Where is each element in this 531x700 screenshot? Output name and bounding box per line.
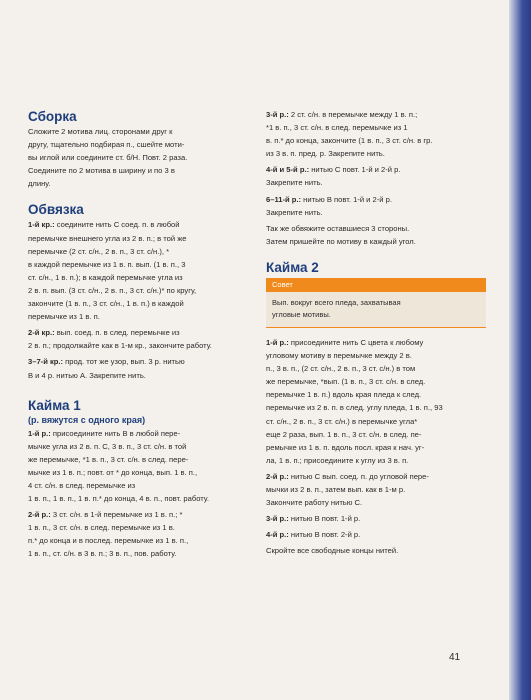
text-line: соедините нить С соед. п. в любой [54,220,180,230]
text-line: Затем пришейте по мотиву в каждый угол. [266,236,416,246]
text-line: нитью С вып. соед. п. до угловой пере- [288,471,429,481]
page-number: 41 [449,652,461,663]
assembly-heading: Сборка [28,109,77,124]
closing-line: Скройте все свободные концы нитей. [266,546,399,556]
border2-row-4 [266,528,486,541]
row-label: 2-й р.: [266,471,289,481]
text-line: ремычке из 1 в. п. вдоль посл. края к нач. уг- [266,442,425,452]
text-line: в. п.* до конца, закончите (1 в. п., 3 ст. с/н. в гр. [266,136,433,146]
text-line: же перемычке, *вып. (1 в. п., 3 ст. с/н. в след. [266,377,426,387]
row-label: 4-й р.: [266,530,289,540]
tip-line: угловые мотивы. [272,310,331,320]
text-line: перемычке внешнего угла из 2 в. п.; в той же [28,233,187,243]
border2-row-1 [266,336,486,467]
text-line: 1 в. п., 1 в. п., 1 в. п.* до конца, 4 в. п., повт. работу. [28,494,209,504]
row-label: 2-й кр.: [28,328,55,338]
edging-row-2 [28,326,248,352]
text-line: вып. соед. п. в след. перемычке из [54,328,180,338]
row-label: 3-й р.: [266,110,289,119]
text-line: длину. [28,179,51,189]
text-line: 1 в. п., 3 ст. с/н. в след. перемычке из 1 в. [28,523,175,533]
border1-heading: Кайма 1 [28,397,81,413]
text-line: Закрепите нить. [266,207,323,217]
row-label: 1-й кр.: [28,220,55,230]
text-line: прод. тот же узор, вып. 3 р. нитью [63,357,185,367]
border1-tail [266,222,486,248]
text-line: присоедините нить В в любой пере- [50,428,181,438]
text-line: закончите (1 в. п., 3 ст. с/н., 1 в. п.) в каждой [28,299,184,309]
tip-box [266,292,486,328]
edging-row-3-7 [28,355,248,381]
edging-heading: Обвязка [28,202,84,218]
text-line: нитью С повт. 1-й и 2-й р. [309,165,401,175]
text-line: нитью В повт. 2-й р. [288,530,361,540]
text-line: 2 в. п.; продолжайте как в 1-м кр., закончите работу. [28,341,212,351]
page-edge-decoration [509,0,531,700]
border1-row-6-11 [266,193,486,219]
text-line: мычке угла из 2 в. п. С, 3 в. п., 3 ст. с/н. в той [28,441,187,451]
text-line: еще 2 раза, вып. 1 в. п., 3 ст. с/н. в след. пе- [266,429,422,439]
border2-heading: Кайма 2 [266,259,319,275]
border2-row-2 [266,470,486,509]
text-line: Закончите работу нитью С. [266,498,363,508]
text-line: другу, тщательно подбирая п., сшейте моти- [28,140,185,150]
text-line: мычки из 2 в. п., затем вып. как в 1-м р. [266,484,406,494]
right-column [266,108,486,557]
row-label: 6–11-й р.: [266,194,302,204]
border1-row-4-5 [266,163,486,189]
border1-row-3 [266,108,486,160]
text-line: 2 ст. с/н. в перемычке между 1 в. п.; [288,110,418,119]
text-line: перемычке из 1 в. п. [28,312,100,322]
text-line: нитью В повт. 1-й и 2-й р. [301,194,392,204]
text-line: присоедините нить С цвета к любому [288,337,424,347]
text-line: перемычке (2 ст. с/н., 2 в. п., 3 ст. с/н.), * [28,246,170,256]
text-line: из 3 в. п. пред. р. Закрепите нить. [266,149,385,159]
border1-subheading: (р. вяжутся с одного края) [28,414,146,425]
row-label: 1-й р.: [266,337,289,347]
edging-row-1 [28,218,248,323]
text-line: Так же обвяжите оставшиеся 3 стороны. [266,223,410,233]
text-line: Закрепите нить. [266,178,323,188]
text-line: 3 ст. с/н. в 1-й перемычке из 1 в. п.; * [50,510,183,520]
text-line: ла, 1 в. п.; присоедините к углу из 3 в. п. [266,455,409,465]
text-line: п., 3 в. п., (2 ст. с/н., 2 в. п., 3 ст. с/н.) в том [266,364,416,374]
border2-row-3 [266,512,486,525]
row-label: 4-й и 5-й р.: [266,165,310,175]
left-column [28,108,248,564]
text-line: угловому мотиву в перемычке между 2 в. [266,351,412,361]
tip-line: Вып. вокруг всего пледа, захватывая [272,297,401,307]
text-line: в каждой перемычке из 1 в. п. вып. (1 в. п., 3 [28,259,186,269]
text-line: нитью В повт. 1-й р. [288,514,361,524]
text-line: ст. с/н., 2 в. п., 3 ст. с/н.) в перемычке угла* [266,416,418,426]
text-line: перемычке 1 в. п.) вдоль края пледа к след. [266,390,422,400]
row-label: 3-й р.: [266,514,289,524]
assembly-text [28,125,248,190]
text-line: 4 ст. с/н. в след. перемычке из [28,480,136,490]
text-line: Сложите 2 мотива лиц. сторонами друг к [28,127,173,136]
border1-row-1 [28,427,248,506]
text-line: В и 4 р. нитью А. Закрепите нить. [28,370,146,380]
text-line: 2 в. п. вып. (3 ст. с/н., 2 в. п., 3 ст. с/н.)* по кругу, [28,285,197,295]
row-label: 1-й р.: [28,428,51,438]
text-line: Соедините по 2 мотива в ширину и по 3 в [28,166,175,176]
text-line: перемычке из 2 в. п. в след. углу пледа, 1 в. п., 93 [266,403,443,413]
text-line: вы иглой или соедините ст. б/Н. Повт. 2 раза. [28,153,188,163]
text-line: ст. с/н., 1 в. п.); в каждой перемычке угла из [28,272,183,282]
text-line: же перемычке, *1 в. п., 3 ст. с/н. в след. пере- [28,454,189,464]
text-line: мычке из 1 в. п.; повт. от * до конца, вып. 1 в. п., [28,467,198,477]
text-line: 1 в. п., ст. с/н. в 3 в. п.; 3 в. п., пов. работу. [28,549,177,559]
text-line: п.* до конца и в послед. перемычке из 1 в. п., [28,536,189,546]
tip-label: Совет [266,278,486,292]
row-label: 3–7-й кр.: [28,357,64,367]
text-line: *1 в. п., 3 ст. с/н. в след. перемычке из 1 [266,123,408,133]
row-label: 2-й р.: [28,510,51,520]
border1-row-2 [28,508,248,560]
